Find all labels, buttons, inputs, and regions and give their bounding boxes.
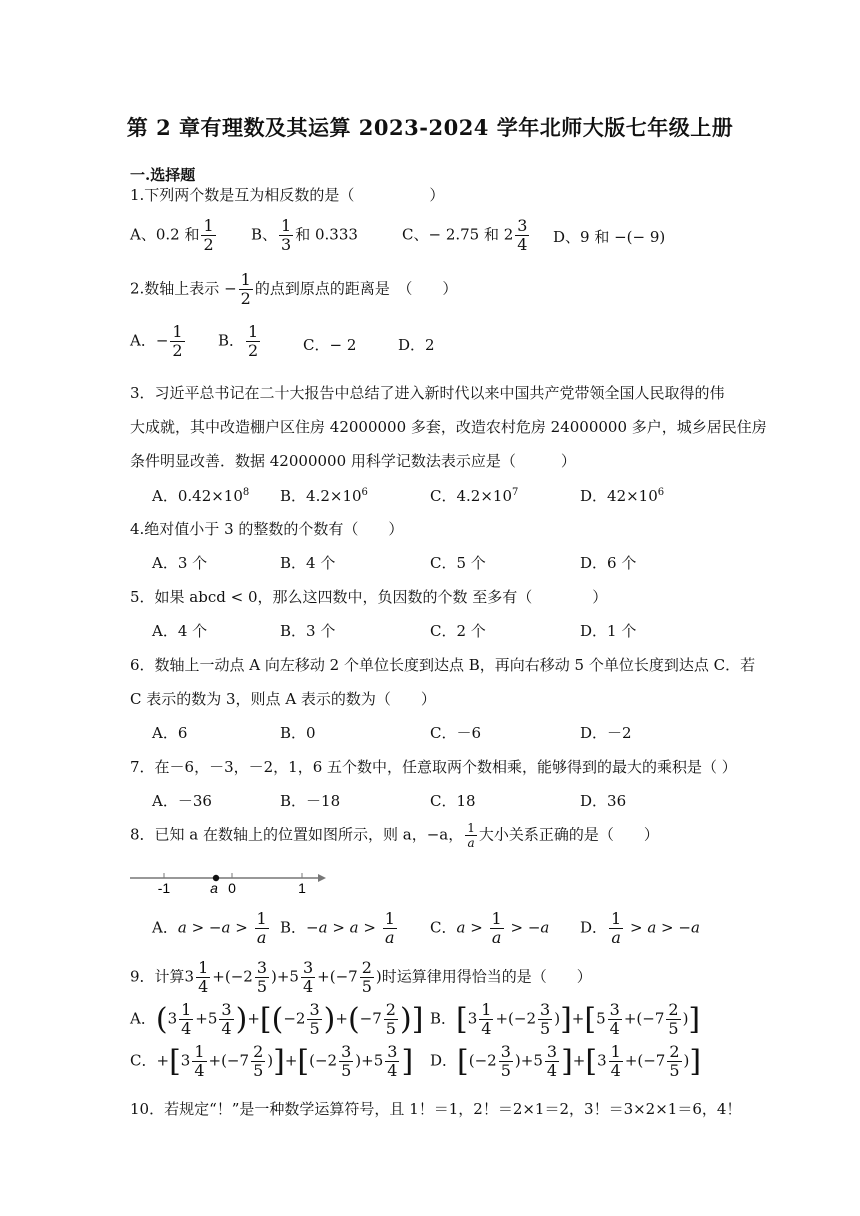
fraction: $\frac{3}{4}$ (387, 1042, 398, 1080)
question-4-stem: 4.绝对值小于 3 的整数的个数有（ ） (130, 520, 404, 538)
tick-label: a (210, 880, 218, 896)
fraction: $\frac{1}{3}$ (281, 216, 292, 254)
q2-option-c: C．− 2 (303, 336, 357, 354)
q9-option-b-text: B． (430, 1009, 457, 1028)
tick-label: -1 (157, 880, 171, 896)
q5-option-d: D．1 个 (580, 622, 637, 640)
q5-option-b: B．3 个 (280, 622, 336, 640)
fraction: $\frac{1}{a}$ (611, 909, 622, 947)
q5-option-c: C．2 个 (430, 622, 486, 640)
question-10-line-1: 10．若规定“！”是一种数学运算符号，且 1！＝1，2！＝2×1＝2，3！＝3×2×1＝6，4！ (130, 1100, 742, 1118)
fraction: $\frac{3}{5}$ (309, 1000, 320, 1038)
fraction: $\frac{1}{a}$ (491, 909, 502, 947)
q3-option-d-text: D．42×10 (580, 487, 658, 505)
fraction: $\frac{3}{4}$ (302, 958, 314, 996)
q1-option-b-tail: 和 0.333 (295, 225, 358, 244)
q8-stem-post: 大小关系正确的是（ ） (478, 825, 659, 844)
q1-option-c-text: C、− 2.75 和 2 (402, 225, 514, 244)
q2-option-b-text: B． (218, 331, 245, 350)
q7-option-b: B．－18 (280, 792, 341, 810)
fraction: $\frac{3}{4}$ (609, 1000, 620, 1038)
q2-stem-post: 的点到原点的距离是 （ ） (254, 279, 458, 298)
q4-option-d: D．6 个 (580, 554, 637, 572)
q8-option-b: B．−a > a > $\frac{1}{a}$ (280, 909, 395, 947)
q9-option-c: C．+[3 $\frac{1}{4}$ +(−7 $\frac{2}{5}$ )]+[(−2 $\frac{3}{5}$ )+5 $\frac{3}{4}$ ] (130, 1042, 414, 1080)
fraction: $\frac{1}{a}$ (256, 909, 267, 947)
q6-option-a: A．6 (152, 724, 188, 742)
q8-option-b-text: B． (280, 918, 307, 937)
q6-option-d: D．－2 (580, 724, 632, 742)
q3-option-c (430, 485, 518, 506)
fraction: $\frac{1}{4}$ (181, 1000, 192, 1038)
question-2-stem (130, 272, 457, 307)
q4-option-c: C．5 个 (430, 554, 486, 572)
section-heading: 一.选择题 (130, 166, 196, 184)
q9-option-a: A．(3 $\frac{1}{4}$ +5 $\frac{3}{4}$ )+[(−2 $\frac{3}{5}$ )+(−7 $\frac{2}{5}$ )] (130, 1000, 424, 1038)
q3-option-a (152, 485, 249, 506)
fraction: $\frac{3}{4}$ (221, 1000, 232, 1038)
q3-option-c-text: C．4.2×10 (430, 487, 512, 505)
question-3-line-2: 大成就，其中改造棚户区住房 42000000 多套，改造农村危房 24000000 多户，城乡居民住房 (130, 418, 767, 436)
q3-option-c-exponent: 7 (512, 487, 519, 498)
fraction: $\frac{1}{2}$ (248, 322, 259, 360)
q9-stem-post: 时运算律用得恰当的是（ ） (381, 967, 592, 986)
page-title: 第 2 章有理数及其运算 2023-2024 学年北师大版七年级上册 (126, 115, 734, 140)
fraction: $\frac{1}{a}$ (467, 821, 475, 850)
q3-option-a-exponent: 8 (242, 487, 250, 498)
number-line-figure (128, 866, 328, 900)
question-7-stem: 7．在－6，－3，－2，1，6 五个数中，任意取两个数相乘，能够得到的最大的乘积是（ ） (130, 758, 737, 776)
question-6-line-1: 6．数轴上一动点 A 向左移动 2 个单位长度到达点 B，再向右移动 5 个单位长度到达点 C．若 (130, 656, 756, 674)
q8-option-d: D． $\frac{1}{a}$ > a > −a (580, 909, 700, 947)
q1-option-d: D、9 和 −(− 9) (553, 228, 666, 246)
fraction: $\frac{3}{5}$ (341, 1042, 352, 1080)
question-5-stem: 5．如果 abcd < 0，那么这四数中，负因数的个数 至多有（ ） (130, 588, 608, 606)
q8-stem-pre: 8．已知 a 在数轴上的位置如图所示，则 a，−a， (130, 825, 464, 844)
fraction: $\frac{3}{4}$ (546, 1042, 558, 1080)
q8-option-c: C．a > $\frac{1}{a}$ > −a (430, 909, 550, 947)
question-3-line-3: 条件明显改善．数据 42000000 用科学记数法表示应是（ ） (130, 452, 576, 470)
question-6-line-2: C 表示的数为 3，则点 A 表示的数为（ ） (130, 690, 436, 708)
q9-option-a-text: A． (130, 1009, 156, 1028)
fraction: $\frac{2}{5}$ (668, 1000, 679, 1038)
fraction: $\frac{1}{4}$ (610, 1042, 621, 1080)
question-9-stem: 9．计算3 $\frac{1}{4}$ +(−2 $\frac{3}{5}$ )+5 $\frac{3}{4}$ +(−7 $\frac{2}{5}$ )时运算律用得恰当的是（ ） (130, 958, 592, 996)
q8-option-d-text: D． (580, 918, 608, 937)
arrow-icon (318, 874, 326, 882)
q9-option-b: B．[3 $\frac{1}{4}$ +(−2 $\frac{3}{5}$ )]+[5 $\frac{3}{4}$ +(−7 $\frac{2}{5}$ )] (430, 1000, 701, 1038)
q8-option-a: A．a > −a > $\frac{1}{a}$ (152, 909, 267, 947)
q3-option-b-exponent: 6 (361, 487, 368, 498)
fraction: $\frac{1}{4}$ (198, 958, 209, 996)
q4-option-b: B．4 个 (280, 554, 336, 572)
fraction: $\frac{1}{2}$ (172, 322, 183, 360)
question-8-stem (130, 822, 659, 849)
q1-option-c (402, 218, 531, 253)
q9-option-c-text: C． (130, 1051, 157, 1070)
question-3-line-1: 3．习近平总书记在二十大报告中总结了进入新时代以来中国共产党带领全国人民取得的伟 (130, 384, 725, 402)
question-1-stem: 1.下列两个数是互为相反数的是（ ） (130, 186, 445, 204)
q3-option-d (580, 485, 664, 506)
q4-option-a: A．3 个 (152, 554, 208, 572)
q3-option-a-text: A．0.42×10 (152, 487, 243, 505)
tick-label: 1 (298, 880, 306, 896)
q7-option-c: C．18 (430, 792, 476, 810)
fraction: $\frac{3}{5}$ (540, 1000, 551, 1038)
fraction: $\frac{1}{2}$ (240, 270, 251, 308)
fraction: $\frac{2}{5}$ (253, 1042, 264, 1080)
fraction: $\frac{3}{5}$ (500, 1042, 511, 1080)
q9-option-d-text: D． (430, 1051, 458, 1070)
q5-option-a: A．4 个 (152, 622, 208, 640)
fraction: $\frac{2}{5}$ (361, 958, 372, 996)
q6-option-b: B．0 (280, 724, 316, 742)
q3-option-d-exponent: 6 (657, 487, 665, 498)
q3-option-b-text: B．4.2×10 (280, 487, 362, 505)
fraction: $\frac{2}{5}$ (385, 1000, 396, 1038)
fraction: $\frac{1}{2}$ (203, 216, 214, 254)
fraction: $\frac{3}{5}$ (256, 958, 268, 996)
fraction: $\frac{1}{4}$ (481, 1000, 492, 1038)
q8-option-a-text: A． (152, 918, 178, 937)
q2-option-b (218, 324, 262, 359)
q7-option-d: D．36 (580, 792, 627, 810)
q1-option-b (251, 218, 358, 253)
q2-stem-pre: 2.数轴上表示 − (130, 279, 237, 298)
q2-option-d: D．2 (398, 336, 435, 354)
q2-option-a (130, 324, 187, 359)
q7-option-a: A．－36 (152, 792, 212, 810)
q9-stem-pre: 9．计算 (130, 967, 185, 986)
q1-option-b-text: B、 (251, 225, 278, 244)
q1-option-a (130, 218, 218, 253)
q8-option-c-text: C． (430, 918, 457, 937)
fraction: $\frac{1}{4}$ (194, 1042, 205, 1080)
fraction: $\frac{1}{a}$ (384, 909, 395, 947)
tick-label: 0 (228, 880, 236, 896)
q6-option-c: C．－6 (430, 724, 482, 742)
fraction: $\frac{2}{5}$ (669, 1042, 680, 1080)
q9-option-d: D．[(−2 $\frac{3}{5}$ )+5 $\frac{3}{4}$ ]+[3 $\frac{1}{4}$ +(−7 $\frac{2}{5}$ )] (430, 1042, 702, 1080)
q2-option-a-text: A．− (130, 331, 169, 350)
q1-option-a-text: A、0.2 和 (130, 225, 200, 244)
fraction: $\frac{3}{4}$ (517, 216, 528, 254)
q3-option-b (280, 485, 368, 506)
